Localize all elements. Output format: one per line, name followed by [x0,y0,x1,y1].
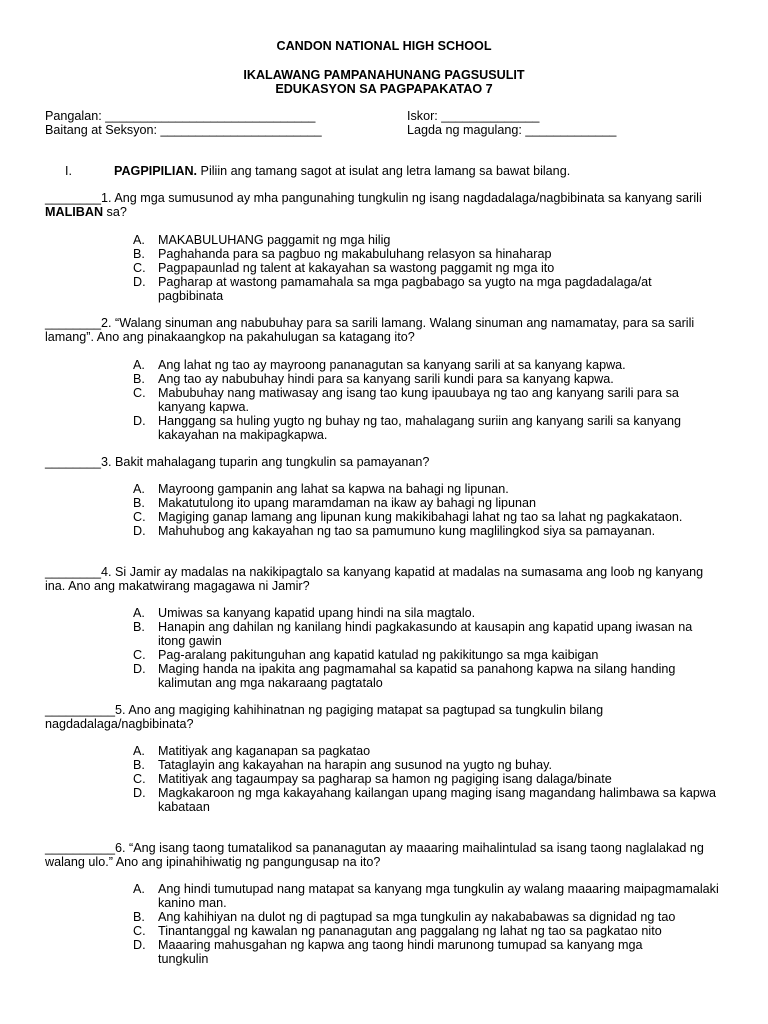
option-text: Matitiyak ang kaganapan sa pagkatao [158,744,371,758]
option-letter: C. [133,772,146,786]
question-3-options [133,482,723,538]
option-text: Hanggang sa huling yugto ng buhay ng tao, mahalagang suriin ang kanyang sarili sa kanyang kakayahan na makipagkapwa. [158,414,682,442]
option-text: Mabubuhay nang matiwasay ang isang tao kung ipauubaya ng tao ang kanyang sarili para sa kanyang kapwa. [158,386,679,414]
option-a [133,233,723,247]
option-c [133,648,723,662]
option-letter: B. [133,910,145,924]
option-text: Pagharap at wastong pamamahala sa mga pagbabago sa yugto na mga pagdadalaga/at pagbibinata [158,275,652,303]
option-b [133,496,723,510]
option-text: MAKABULUHANG paggamit ng mga hilig [158,233,391,247]
name-field: Pangalan: ______________________________ [45,109,316,123]
option-b [133,758,723,772]
question-1-options [133,233,723,303]
option-text: Ang lahat ng tao ay mayroong pananagutan sa kanyang sarili at sa kanyang kapwa. [158,358,626,372]
option-c [133,510,723,524]
option-letter: D. [133,524,146,538]
option-a [133,482,723,496]
option-b [133,620,723,648]
option-c [133,386,723,414]
parent-signature-field: Lagda ng magulang: _____________ [407,123,617,137]
question-4-options [133,606,723,690]
option-text: Pagpapaunlad ng talent at kakayahan sa wastong paggamit ng mga ito [158,261,555,275]
option-letter: C. [133,510,146,524]
option-letter: A. [133,358,145,372]
option-d [133,414,723,442]
option-d [133,786,723,814]
question-3 [45,455,725,469]
option-c [133,772,723,786]
option-text: Magiging ganap lamang ang lipunan kung makikibahagi lahat ng tao sa lahat ng pagkakataon. [158,510,683,524]
question-emphasis: MALIBAN [45,205,104,219]
option-a [133,358,723,372]
option-letter: D. [133,938,146,952]
question-6-options [133,882,723,966]
option-letter: C. [133,261,146,275]
option-text: Matitiyak ang tagaumpay sa pagharap sa hamon ng pagiging isang dalaga/binate [158,772,612,786]
option-text: Ang tao ay nabubuhay hindi para sa kanyang sarili kundi para sa kanyang kapwa. [158,372,614,386]
option-letter: C. [133,924,146,938]
subject-title: EDUKASYON SA PAGPAPAKATAO 7 [275,82,493,96]
option-c [133,924,723,938]
option-text: Hanapin ang dahilan ng kanilang hindi pagkakasundo at kausapin ang kapatid upang iwasan na itong gawin [158,620,693,648]
option-text: Mayroong gampanin ang lahat sa kapwa na bahagi ng lipunan. [158,482,509,496]
option-text: Pag-aralang pakitunguhan ang kapatid katulad ng pakikitungo sa mga kaibigan [158,648,599,662]
option-a [133,606,723,620]
question-text: ________2. “Walang sinuman ang nabubuhay para sa sarili lamang. Walang sinuman ang namamatay, para sa sarili lamang”. Ano ang pinakaangkop na pakahulugan sa katagang ito? [45,316,695,344]
option-text: Magkakaroon ng mga kakayahang kailangan upang maging isang magandang halimbawa sa kapwa kabataan [158,786,716,814]
question-5 [45,703,725,731]
exam-title: IKALAWANG PAMPANAHUNANG PAGSUSULIT [243,68,525,82]
option-letter: A. [133,482,145,496]
option-letter: C. [133,648,146,662]
question-text: ________3. Bakit mahalagang tuparin ang tungkulin sa pamayanan? [45,455,430,469]
option-text: Paghahanda para sa pagbuo ng makabuluhang relasyon sa hinaharap [158,247,552,261]
option-b [133,372,723,386]
school-name: CANDON NATIONAL HIGH SCHOOL [276,39,492,53]
section-number: I. [65,164,72,178]
grade-section-field: Baitang at Seksyon: _______________________ [45,123,322,137]
option-letter: B. [133,496,145,510]
option-a [133,744,723,758]
section-heading [114,164,570,178]
question-text: ________4. Si Jamir ay madalas na nakikipagtalo sa kanyang kapatid at madalas na sumasama ang loob ng kanyang ina. Ano ang makatwirang magagawa ni Jamir? [45,565,704,593]
option-d [133,938,723,966]
option-letter: D. [133,275,146,289]
question-4 [45,565,725,593]
question-text: __________6. “Ang isang taong tumatalikod sa pananagutan ay maaaring maihalintulad sa isang taong naglalakad ng walang ulo.” Ano ang ipinahihiwatig ng pangungusap na ito? [45,841,704,869]
option-a [133,882,723,910]
option-text: Tinantanggal ng kawalan ng pananagutan ang paggalang ng lahat ng tao sa pagkatao nito [158,924,662,938]
question-2 [45,316,725,344]
option-letter: B. [133,372,145,386]
option-letter: A. [133,744,145,758]
option-text: Ang hindi tumutupad nang matapat sa kanyang mga tungkulin ay walang maaaring maipagmamalaki kanino man. [158,882,719,910]
option-letter: A. [133,882,145,896]
option-text: Makatutulong ito upang maramdaman na ikaw ay bahagi ng lipunan [158,496,537,510]
option-text: Maging handa na ipakita ang pagmamahal sa kapatid sa panahong kapwa na silang handing kalimutan ang mga nakaraang pagtatalo [158,662,676,690]
question-1 [45,191,725,219]
option-letter: D. [133,786,146,800]
option-d [133,662,723,690]
option-text: Tataglayin ang kakayahan na harapin ang susunod na yugto ng buhay. [158,758,552,772]
option-d [133,524,723,538]
option-letter: D. [133,414,146,428]
option-letter: A. [133,233,145,247]
question-2-options [133,358,723,442]
option-b [133,247,723,261]
option-letter: D. [133,662,146,676]
question-text: __________5. Ano ang magiging kahihinatnan ng pagiging matapat sa pagtupad sa tungkulin bilang nagdadalaga/nagbibinata? [45,703,604,731]
option-letter: C. [133,386,146,400]
section-title: PAGPIPILIAN. [114,164,198,178]
option-letter: B. [133,620,145,634]
option-text: Umiwas sa kanyang kapatid upang hindi na sila magtalo. [158,606,476,620]
score-field: Iskor: ______________ [407,109,540,123]
question-text-end: sa? [103,205,127,219]
option-b [133,910,723,924]
option-letter: B. [133,758,145,772]
question-6 [45,841,725,869]
option-text: Ang kahihiyan na dulot ng di pagtupad sa mga tungkulin ay nakababawas sa dignidad ng tao [158,910,676,924]
option-c [133,261,723,275]
option-text: Mahuhubog ang kakayahan ng tao sa pamumuno kung maglilingkod siya sa pamayanan. [158,524,656,538]
section-instructions: Piliin ang tamang sagot at isulat ang letra lamang sa bawat bilang. [197,164,571,178]
question-text: ________1. Ang mga sumusunod ay mha pangunahing tungkulin ng isang nagdadalaga/nagbibinata sa kanyang sarili [45,191,702,205]
option-text: Maaaring mahusgahan ng kapwa ang taong hindi marunong tumupad sa kanyang mga tungkulin [158,938,643,966]
option-letter: A. [133,606,145,620]
question-5-options [133,744,723,814]
option-d [133,275,723,303]
option-letter: B. [133,247,145,261]
